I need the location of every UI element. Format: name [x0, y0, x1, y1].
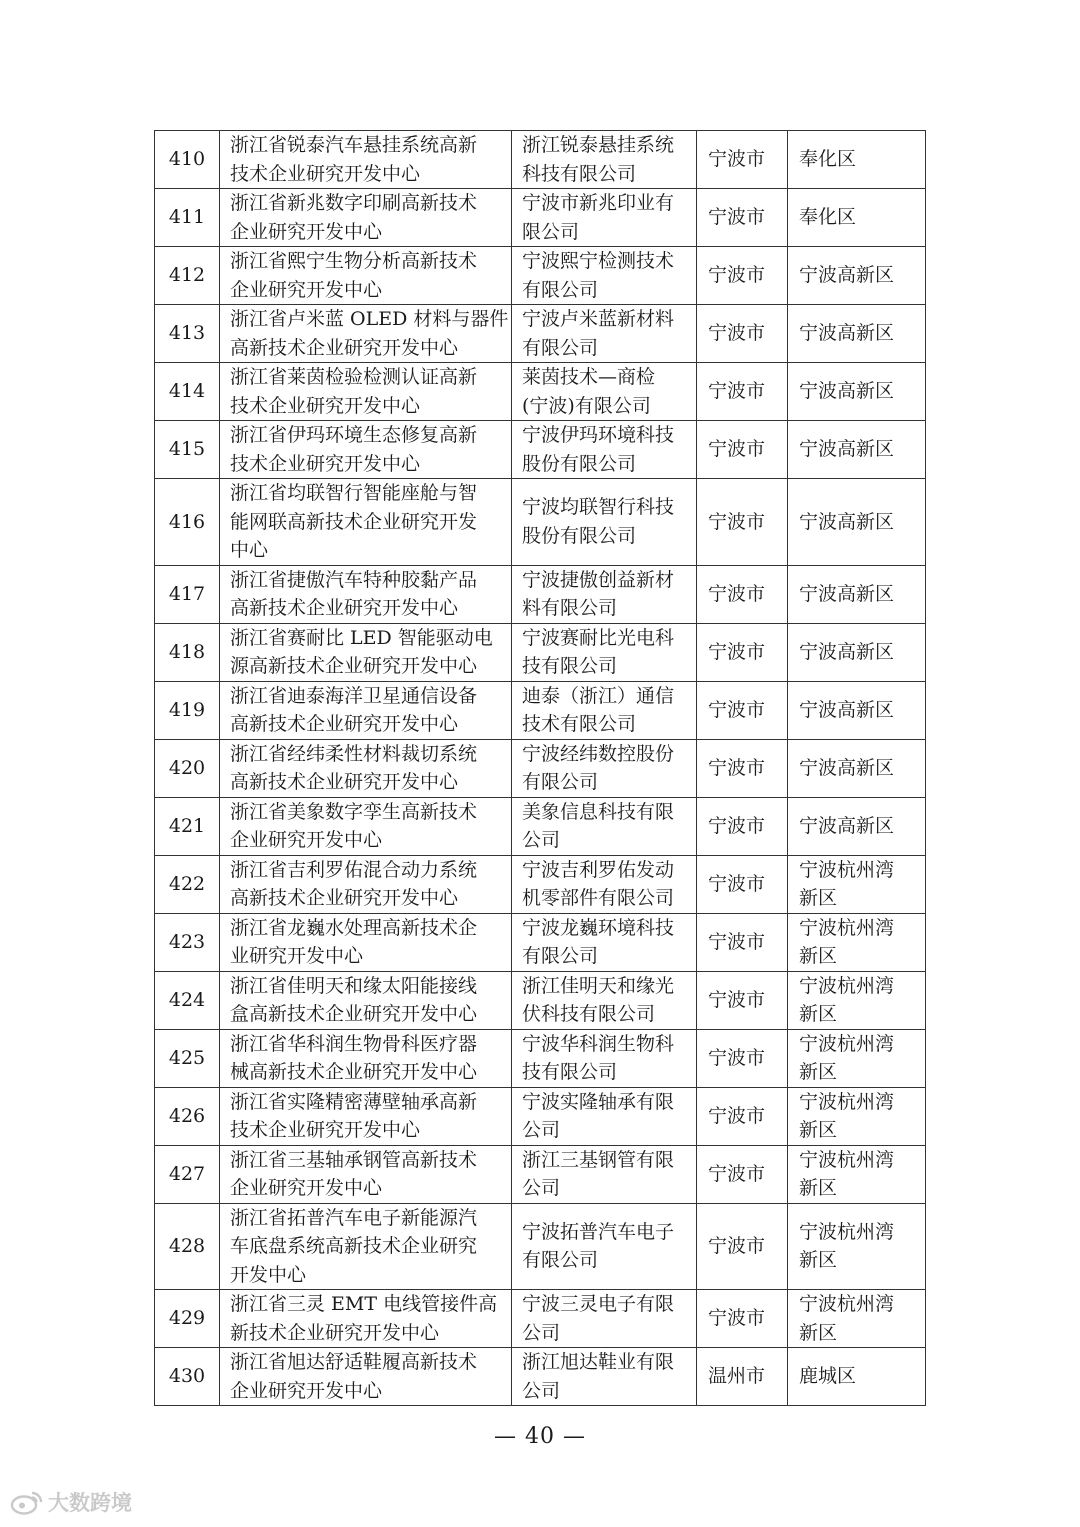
center-name-line: 浙江省三灵 EMT 电线管接件高 [230, 1293, 498, 1315]
table-row [155, 971, 926, 1029]
center-name-line: 浙江省佳明天和缘太阳能接线 [230, 974, 478, 997]
company-name-line: 迪泰（浙江）通信 [522, 684, 675, 707]
city-name [697, 1290, 788, 1348]
company-name-line: 浙江旭达鞋业有限 [522, 1351, 675, 1373]
row-number: 416 [155, 479, 220, 566]
row-number: 420 [155, 739, 220, 797]
center-name [220, 1145, 512, 1203]
company-name-line: 料有限公司 [522, 597, 618, 619]
row-number: 413 [155, 305, 220, 363]
center-name-line: 企业研究开发中心 [230, 1379, 383, 1402]
company-name-line: 宁波经纬数控股份 [522, 742, 675, 765]
company-name-line: 技术有限公司 [522, 713, 637, 735]
district-name-line: 宁波杭州湾 [799, 1148, 895, 1171]
district-name [788, 913, 926, 971]
center-name-line: 能网联高新技术企业研究开发 [230, 510, 478, 533]
city-name-line: 宁波市 [708, 814, 766, 837]
district-name [788, 739, 926, 797]
company-name-line: 有限公司 [522, 945, 599, 967]
center-name [220, 855, 512, 913]
company-name [512, 1145, 697, 1203]
city-name [697, 421, 788, 479]
row-number: 419 [155, 681, 220, 739]
table-row [155, 913, 926, 971]
company-name [512, 363, 697, 421]
center-name-line: 浙江省华科润生物骨科医疗器 [230, 1032, 478, 1055]
row-number: 412 [155, 247, 220, 305]
company-name-line: 宁波三灵电子有限 [522, 1293, 675, 1315]
project-table [154, 130, 926, 1406]
table-row [155, 1087, 926, 1145]
center-name [220, 1348, 512, 1406]
company-name-line: 美象信息科技有限 [522, 800, 675, 823]
watermark [10, 1488, 132, 1516]
district-name [788, 855, 926, 913]
company-name-line: 机零部件有限公司 [522, 887, 675, 909]
company-name [512, 131, 697, 189]
center-name-line: 盒高新技术企业研究开发中心 [230, 1003, 478, 1025]
company-name [512, 1348, 697, 1406]
city-name-line: 温州市 [708, 1365, 766, 1388]
city-name [697, 479, 788, 566]
center-name-line: 源高新技术企业研究开发中心 [230, 655, 478, 677]
city-name-line: 宁波市 [708, 930, 766, 953]
city-name-line: 宁波市 [708, 148, 766, 171]
company-name-line: 宁波吉利罗佑发动 [522, 858, 675, 881]
company-name [512, 739, 697, 797]
center-name-line: 高新技术企业研究开发中心 [230, 713, 459, 735]
center-name [220, 1290, 512, 1348]
center-name [220, 131, 512, 189]
city-name [697, 913, 788, 971]
district-name-line: 奉化区 [799, 206, 857, 229]
city-name [697, 739, 788, 797]
row-number: 425 [155, 1029, 220, 1087]
table-row [155, 1348, 926, 1406]
table-row [155, 1290, 926, 1348]
center-name [220, 305, 512, 363]
watermark-text: 大数跨境 [48, 1491, 132, 1515]
district-name-line: 新区 [799, 1321, 838, 1344]
city-name [697, 1145, 788, 1203]
company-name-line: 伏科技有限公司 [522, 1003, 656, 1025]
center-name-line: 浙江省锐泰汽车悬挂系统高新 [230, 134, 478, 156]
center-name [220, 421, 512, 479]
center-name [220, 623, 512, 681]
city-name [697, 797, 788, 855]
center-name-line: 企业研究开发中心 [230, 1177, 383, 1199]
row-number: 421 [155, 797, 220, 855]
center-name [220, 1029, 512, 1087]
center-name-line: 企业研究开发中心 [230, 220, 383, 243]
center-name-line: 高新技术企业研究开发中心 [230, 887, 459, 909]
company-name [512, 855, 697, 913]
center-name-line: 企业研究开发中心 [230, 278, 383, 301]
center-name-line: 浙江省迪泰海洋卫星通信设备 [230, 684, 478, 707]
company-name [512, 623, 697, 681]
table-row [155, 1145, 926, 1203]
district-name-line: 新区 [799, 1119, 838, 1141]
district-name-line: 宁波高新区 [799, 510, 895, 533]
center-name-line: 企业研究开发中心 [230, 829, 383, 851]
city-name-line: 宁波市 [708, 1046, 766, 1069]
page-number: — 40 — [494, 1424, 586, 1449]
district-name-line: 宁波高新区 [799, 756, 895, 779]
district-name-line: 宁波杭州湾 [799, 974, 895, 997]
district-name [788, 565, 926, 623]
company-name-line: 公司 [522, 1379, 561, 1402]
table-row [155, 623, 926, 681]
center-name-line: 浙江省新兆数字印刷高新技术 [230, 192, 478, 214]
company-name [512, 247, 697, 305]
city-name-line: 宁波市 [708, 1235, 766, 1257]
city-name [697, 363, 788, 421]
city-name-line: 宁波市 [708, 1104, 766, 1127]
row-number: 411 [155, 189, 220, 247]
row-number: 424 [155, 971, 220, 1029]
company-name-line: 宁波华科润生物科 [522, 1032, 675, 1055]
company-name-line: 莱茵技术—商检 [522, 366, 656, 388]
row-number: 430 [155, 1348, 220, 1406]
district-name-line: 宁波杭州湾 [799, 1293, 895, 1315]
district-name [788, 189, 926, 247]
center-name [220, 681, 512, 739]
city-name-line: 宁波市 [708, 322, 766, 345]
table-body [155, 131, 926, 1406]
company-name-line: 有限公司 [522, 771, 599, 793]
company-name [512, 421, 697, 479]
company-name [512, 1087, 697, 1145]
city-name [697, 189, 788, 247]
district-name-line: 宁波高新区 [799, 380, 895, 403]
row-number: 417 [155, 565, 220, 623]
city-name-line: 宁波市 [708, 1307, 766, 1330]
company-name [512, 1290, 697, 1348]
company-name-line: 公司 [522, 829, 561, 851]
center-name-line: 浙江省熙宁生物分析高新技术 [230, 250, 478, 272]
district-name [788, 1348, 926, 1406]
company-name [512, 913, 697, 971]
center-name [220, 479, 512, 566]
center-name [220, 363, 512, 421]
center-name-line: 新技术企业研究开发中心 [230, 1321, 440, 1344]
company-name-line: 限公司 [522, 220, 580, 243]
district-name [788, 623, 926, 681]
city-name [697, 681, 788, 739]
company-name-line: 浙江三基钢管有限 [522, 1148, 675, 1171]
center-name [220, 913, 512, 971]
table-row [155, 131, 926, 189]
table-row [155, 739, 926, 797]
city-name [697, 623, 788, 681]
company-name [512, 1203, 697, 1290]
center-name-line: 高新技术企业研究开发中心 [230, 336, 459, 359]
center-name-line: 浙江省经纬柔性材料裁切系统 [230, 742, 478, 765]
district-name-line: 宁波高新区 [799, 640, 895, 663]
district-name-line: 宁波高新区 [799, 264, 895, 287]
district-name-line: 宁波高新区 [799, 582, 895, 605]
row-number: 414 [155, 363, 220, 421]
center-name-line: 开发中心 [230, 1263, 307, 1286]
district-name [788, 971, 926, 1029]
district-name-line: 新区 [799, 1003, 838, 1025]
center-name-line: 浙江省美象数字孪生高新技术 [230, 800, 478, 823]
district-name-line: 新区 [799, 1249, 838, 1272]
city-name-line: 宁波市 [708, 380, 766, 403]
center-name [220, 1087, 512, 1145]
center-name-line: 浙江省拓普汽车电子新能源汽 [230, 1206, 478, 1229]
table-row [155, 681, 926, 739]
district-name-line: 新区 [799, 945, 838, 967]
district-name-line: 新区 [799, 887, 838, 909]
row-number: 428 [155, 1203, 220, 1290]
table-row [155, 855, 926, 913]
city-name [697, 131, 788, 189]
district-name [788, 479, 926, 566]
company-name-line: 宁波市新兆印业有 [522, 192, 675, 214]
table-row [155, 565, 926, 623]
district-name-line: 宁波高新区 [799, 698, 895, 721]
center-name-line: 浙江省赛耐比 LED 智能驱动电 [230, 626, 493, 649]
center-name-line: 高新技术企业研究开发中心 [230, 597, 459, 619]
company-name-line: 浙江锐泰悬挂系统 [522, 134, 675, 156]
company-name [512, 565, 697, 623]
city-name [697, 1087, 788, 1145]
company-name-line: 宁波捷傲创益新材 [522, 568, 675, 591]
city-name [697, 1029, 788, 1087]
center-name [220, 189, 512, 247]
city-name-line: 宁波市 [708, 698, 766, 721]
city-name [697, 305, 788, 363]
district-name [788, 1029, 926, 1087]
city-name [697, 1348, 788, 1406]
table-row [155, 189, 926, 247]
table-row [155, 421, 926, 479]
center-name-line: 高新技术企业研究开发中心 [230, 771, 459, 793]
company-name-line: 宁波龙巍环境科技 [522, 916, 675, 939]
district-name-line: 新区 [799, 1061, 838, 1083]
city-name-line: 宁波市 [708, 1162, 766, 1185]
center-name-line: 业研究开发中心 [230, 945, 364, 967]
weibo-logo-icon [10, 1489, 44, 1515]
district-name-line: 新区 [799, 1177, 838, 1199]
company-name-line: 技有限公司 [522, 1061, 618, 1083]
table-row [155, 305, 926, 363]
center-name-line: 技术企业研究开发中心 [230, 394, 421, 417]
city-name-line: 宁波市 [708, 872, 766, 895]
district-name [788, 1087, 926, 1145]
center-name-line: 技术企业研究开发中心 [230, 452, 421, 475]
city-name-line: 宁波市 [708, 264, 766, 287]
city-name [697, 247, 788, 305]
center-name [220, 971, 512, 1029]
district-name-line: 鹿城区 [799, 1365, 857, 1388]
district-name [788, 305, 926, 363]
company-name-line: 宁波卢米蓝新材料 [522, 308, 675, 330]
project-table-wrapper [154, 130, 925, 1406]
district-name-line: 宁波杭州湾 [799, 1032, 895, 1055]
company-name [512, 479, 697, 566]
company-name-line: 有限公司 [522, 278, 599, 301]
center-name [220, 247, 512, 305]
city-name-line: 宁波市 [708, 640, 766, 663]
company-name-line: 有限公司 [522, 1249, 599, 1272]
district-name-line: 奉化区 [799, 148, 857, 171]
row-number: 423 [155, 913, 220, 971]
city-name-line: 宁波市 [708, 438, 766, 461]
company-name-line: 浙江佳明天和缘光 [522, 974, 675, 997]
center-name-line: 浙江省实隆精密薄壁轴承高新 [230, 1090, 478, 1113]
district-name [788, 681, 926, 739]
district-name [788, 247, 926, 305]
company-name [512, 305, 697, 363]
center-name-line: 浙江省均联智行智能座舱与智 [230, 482, 478, 504]
company-name-line: 技有限公司 [522, 655, 618, 677]
district-name [788, 131, 926, 189]
district-name [788, 797, 926, 855]
company-name-line: 有限公司 [522, 336, 599, 359]
city-name [697, 855, 788, 913]
table-row [155, 247, 926, 305]
center-name [220, 1203, 512, 1290]
company-name-line: 宁波伊玛环境科技 [522, 424, 675, 446]
district-name-line: 宁波高新区 [799, 322, 895, 345]
company-name-line: 宁波均联智行科技 [522, 496, 675, 519]
center-name-line: 浙江省卢米蓝 OLED 材料与器件 [230, 308, 509, 330]
company-name-line: (宁波)有限公司 [522, 394, 651, 417]
row-number: 410 [155, 131, 220, 189]
table-row [155, 1203, 926, 1290]
company-name-line: 科技有限公司 [522, 162, 637, 185]
company-name-line: 公司 [522, 1177, 561, 1199]
center-name-line: 浙江省伊玛环境生态修复高新 [230, 424, 478, 446]
center-name-line: 技术企业研究开发中心 [230, 1119, 421, 1141]
company-name [512, 681, 697, 739]
district-name [788, 1145, 926, 1203]
city-name-line: 宁波市 [708, 510, 766, 533]
row-number: 427 [155, 1145, 220, 1203]
company-name-line: 股份有限公司 [522, 524, 637, 547]
district-name [788, 1290, 926, 1348]
city-name [697, 1203, 788, 1290]
district-name-line: 宁波杭州湾 [799, 916, 895, 939]
city-name-line: 宁波市 [708, 206, 766, 229]
city-name-line: 宁波市 [708, 582, 766, 605]
center-name-line: 中心 [230, 539, 269, 561]
row-number: 426 [155, 1087, 220, 1145]
company-name [512, 189, 697, 247]
district-name-line: 宁波高新区 [799, 814, 895, 837]
row-number: 429 [155, 1290, 220, 1348]
city-name [697, 565, 788, 623]
district-name [788, 363, 926, 421]
company-name-line: 公司 [522, 1119, 561, 1141]
row-number: 418 [155, 623, 220, 681]
district-name-line: 宁波杭州湾 [799, 1220, 895, 1243]
company-name [512, 797, 697, 855]
center-name [220, 739, 512, 797]
center-name-line: 技术企业研究开发中心 [230, 162, 421, 185]
company-name [512, 971, 697, 1029]
center-name-line: 浙江省三基轴承钢管高新技术 [230, 1148, 478, 1171]
district-name-line: 宁波高新区 [799, 438, 895, 461]
center-name-line: 浙江省莱茵检验检测认证高新 [230, 366, 478, 388]
center-name [220, 797, 512, 855]
district-name-line: 宁波杭州湾 [799, 1090, 895, 1113]
table-row [155, 797, 926, 855]
company-name-line: 宁波实隆轴承有限 [522, 1090, 675, 1113]
district-name [788, 1203, 926, 1290]
table-row [155, 1029, 926, 1087]
row-number: 422 [155, 855, 220, 913]
company-name-line: 宁波拓普汽车电子 [522, 1220, 675, 1243]
center-name-line: 浙江省龙巍水处理高新技术企 [230, 916, 478, 939]
company-name-line: 公司 [522, 1321, 561, 1344]
company-name [512, 1029, 697, 1087]
row-number: 415 [155, 421, 220, 479]
city-name-line: 宁波市 [708, 756, 766, 779]
city-name [697, 971, 788, 1029]
center-name-line: 车底盘系统高新技术企业研究 [230, 1235, 478, 1257]
center-name-line: 浙江省捷傲汽车特种胶黏产品 [230, 568, 478, 591]
company-name-line: 宁波赛耐比光电科 [522, 626, 675, 649]
company-name-line: 宁波熙宁检测技术 [522, 250, 675, 272]
company-name-line: 股份有限公司 [522, 452, 637, 475]
center-name [220, 565, 512, 623]
center-name-line: 浙江省旭达舒适鞋履高新技术 [230, 1351, 478, 1373]
city-name-line: 宁波市 [708, 988, 766, 1011]
center-name-line: 械高新技术企业研究开发中心 [230, 1061, 478, 1083]
table-row [155, 363, 926, 421]
district-name [788, 421, 926, 479]
district-name-line: 宁波杭州湾 [799, 858, 895, 881]
center-name-line: 浙江省吉利罗佑混合动力系统 [230, 858, 478, 881]
table-row [155, 479, 926, 566]
